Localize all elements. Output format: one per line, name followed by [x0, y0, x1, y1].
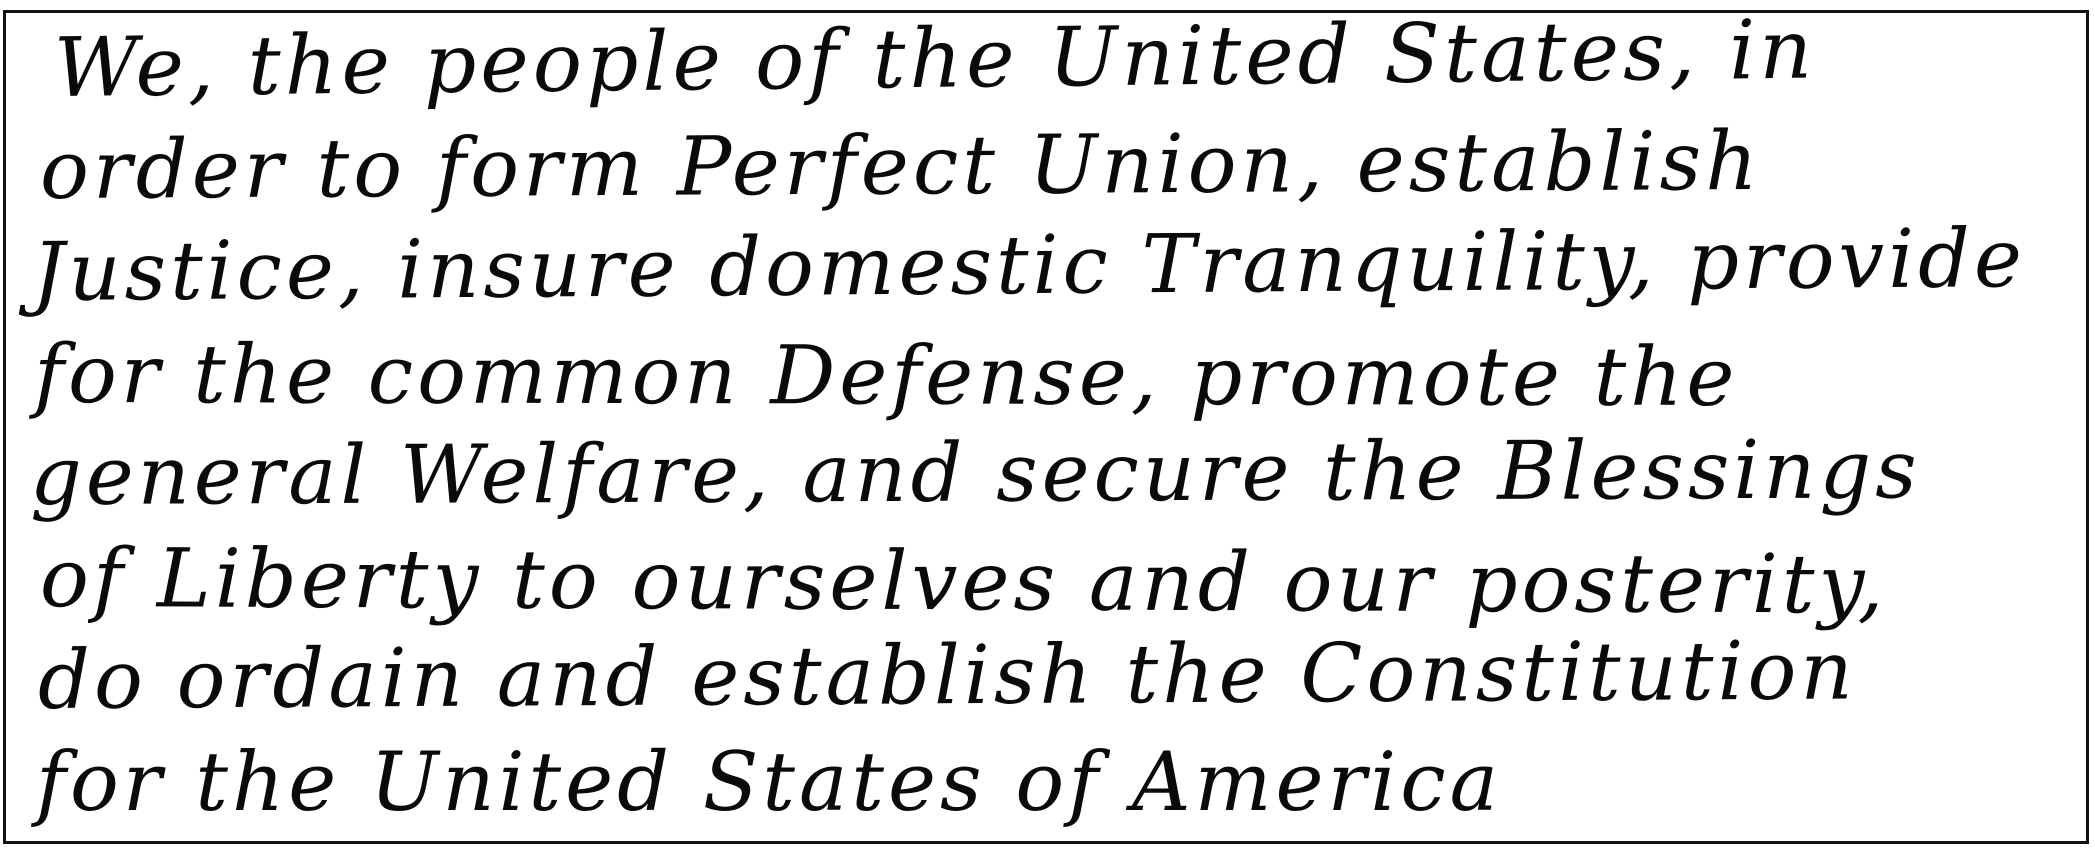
text-line-8: for the United States of America — [36, 736, 1502, 830]
text-line-3: Justice, insure domestic Tranquility, provide — [31, 212, 2027, 320]
text-line-1: We, the people of the United States, in — [53, 2, 1817, 116]
text-line-5: general Welfare, and secure the Blessings — [29, 423, 1921, 524]
text-line-4: for the common Defense, promote the — [33, 328, 1739, 425]
handwritten-text-block — [28, 2, 2088, 834]
text-line-7: do ordain and establish the Constitution — [37, 624, 1857, 728]
text-line-6: of Liberty to ourselves and our posterity, — [39, 532, 1888, 633]
text-line-2: order to form Perfect Union, establish — [39, 114, 1762, 218]
